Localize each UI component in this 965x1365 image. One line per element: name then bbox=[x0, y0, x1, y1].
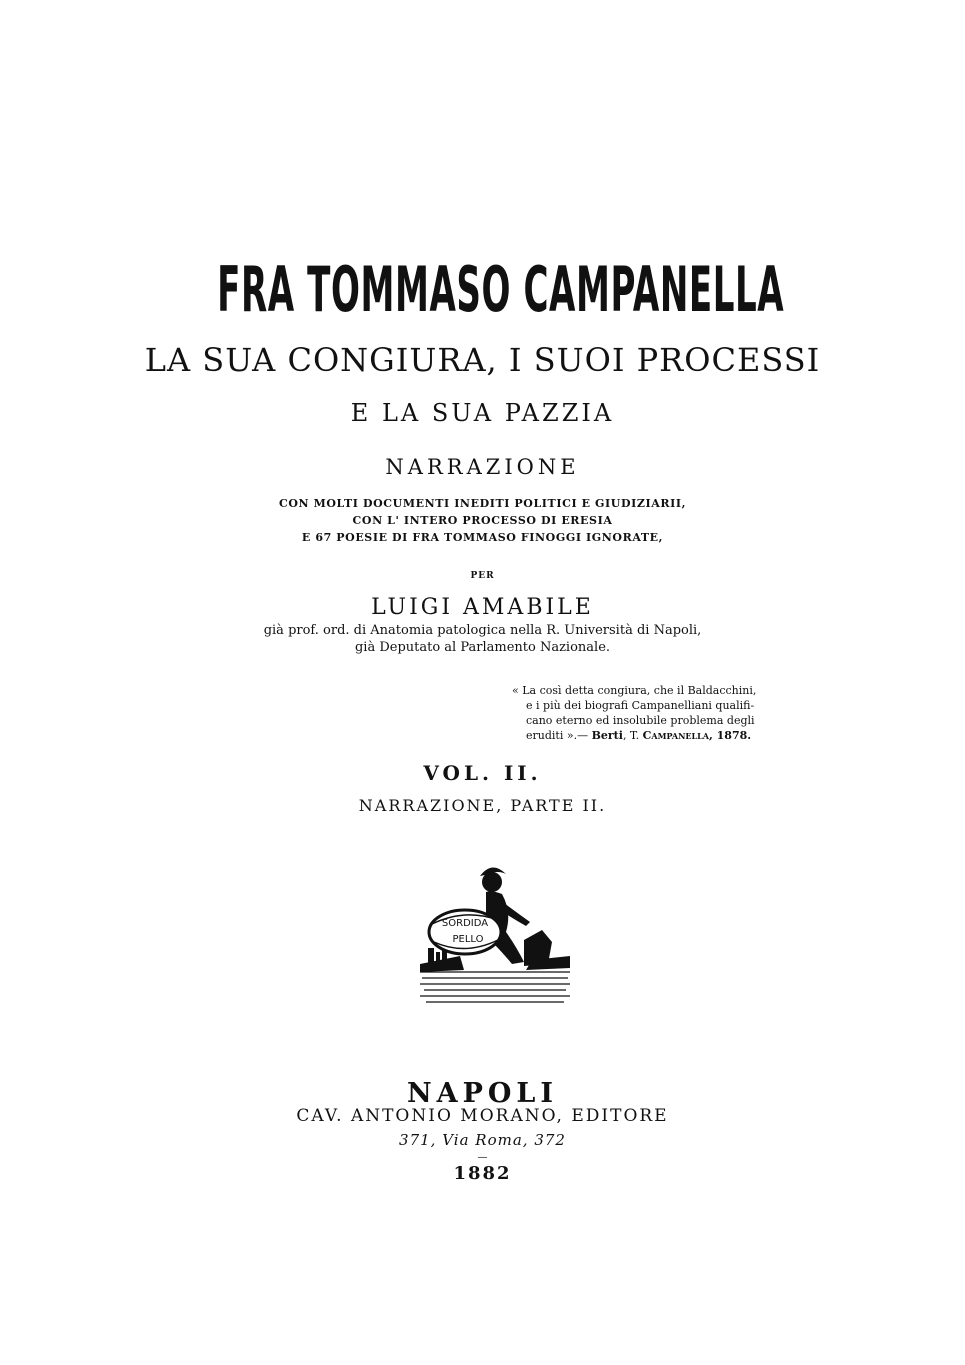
epigraph-line-1: « La così detta congiura, che il Baldacchini, bbox=[512, 684, 757, 697]
subtitle-line-1: LA SUA CONGIURA, I SUOI PROCESSI bbox=[144, 341, 821, 379]
epigraph-line-4-text: eruditi ».— bbox=[526, 729, 592, 742]
emblem-motto-2: PELLO bbox=[452, 934, 484, 945]
part-label: NARRAZIONE, PARTE II. bbox=[358, 796, 607, 815]
epigraph-source-ref: , T. bbox=[622, 729, 643, 742]
book-title: FRA TOMMASO CAMPANELLA bbox=[217, 253, 785, 326]
epigraph-line-3: cano eterno ed insolubile problema degli bbox=[526, 714, 755, 727]
description-line-2: CON L' INTERO PROCESSO DI ERESIA bbox=[352, 514, 613, 527]
description-line-1: CON MOLTI DOCUMENTI INEDITI POLITICI E GIUDIZIARII, bbox=[278, 497, 687, 510]
city: NAPOLI bbox=[406, 1078, 559, 1109]
epigraph-source-work: Campanella bbox=[642, 729, 709, 742]
author-credential-1: già prof. ord. di Anatomia patologica nella R. Università di Napoli, bbox=[263, 623, 702, 638]
publisher: CAV. ANTONIO MORANO, EDITORE bbox=[296, 1106, 669, 1126]
publication-year: 1882 bbox=[453, 1163, 512, 1184]
epigraph-line-2: e i più dei biografi Campanelliani qualifi- bbox=[526, 699, 755, 712]
subtitle-line-2: E LA SUA PAZZIA bbox=[350, 399, 615, 427]
per-label: PER bbox=[470, 571, 495, 581]
author-credential-2: già Deputato al Parlamento Nazionale. bbox=[354, 640, 611, 655]
emblem-motto-1: SORDIDA bbox=[441, 918, 489, 929]
epigraph-line-4 bbox=[512, 728, 772, 743]
epigraph-source-year: , 1878. bbox=[708, 729, 752, 742]
author-name: LUIGI AMABILE bbox=[371, 595, 594, 620]
genre-label: NARRAZIONE bbox=[385, 455, 580, 479]
printer-emblem-icon bbox=[420, 860, 570, 1010]
epigraph bbox=[512, 683, 772, 743]
address: 371, Via Roma, 372 bbox=[399, 1131, 566, 1149]
volume-label: VOL. II. bbox=[423, 761, 542, 785]
description-line-3: E 67 POESIE DI FRA TOMMASO FINOGGI IGNORATE, bbox=[301, 531, 664, 544]
separator-dash: — bbox=[477, 1152, 488, 1163]
epigraph-source-author: Berti bbox=[591, 729, 623, 742]
